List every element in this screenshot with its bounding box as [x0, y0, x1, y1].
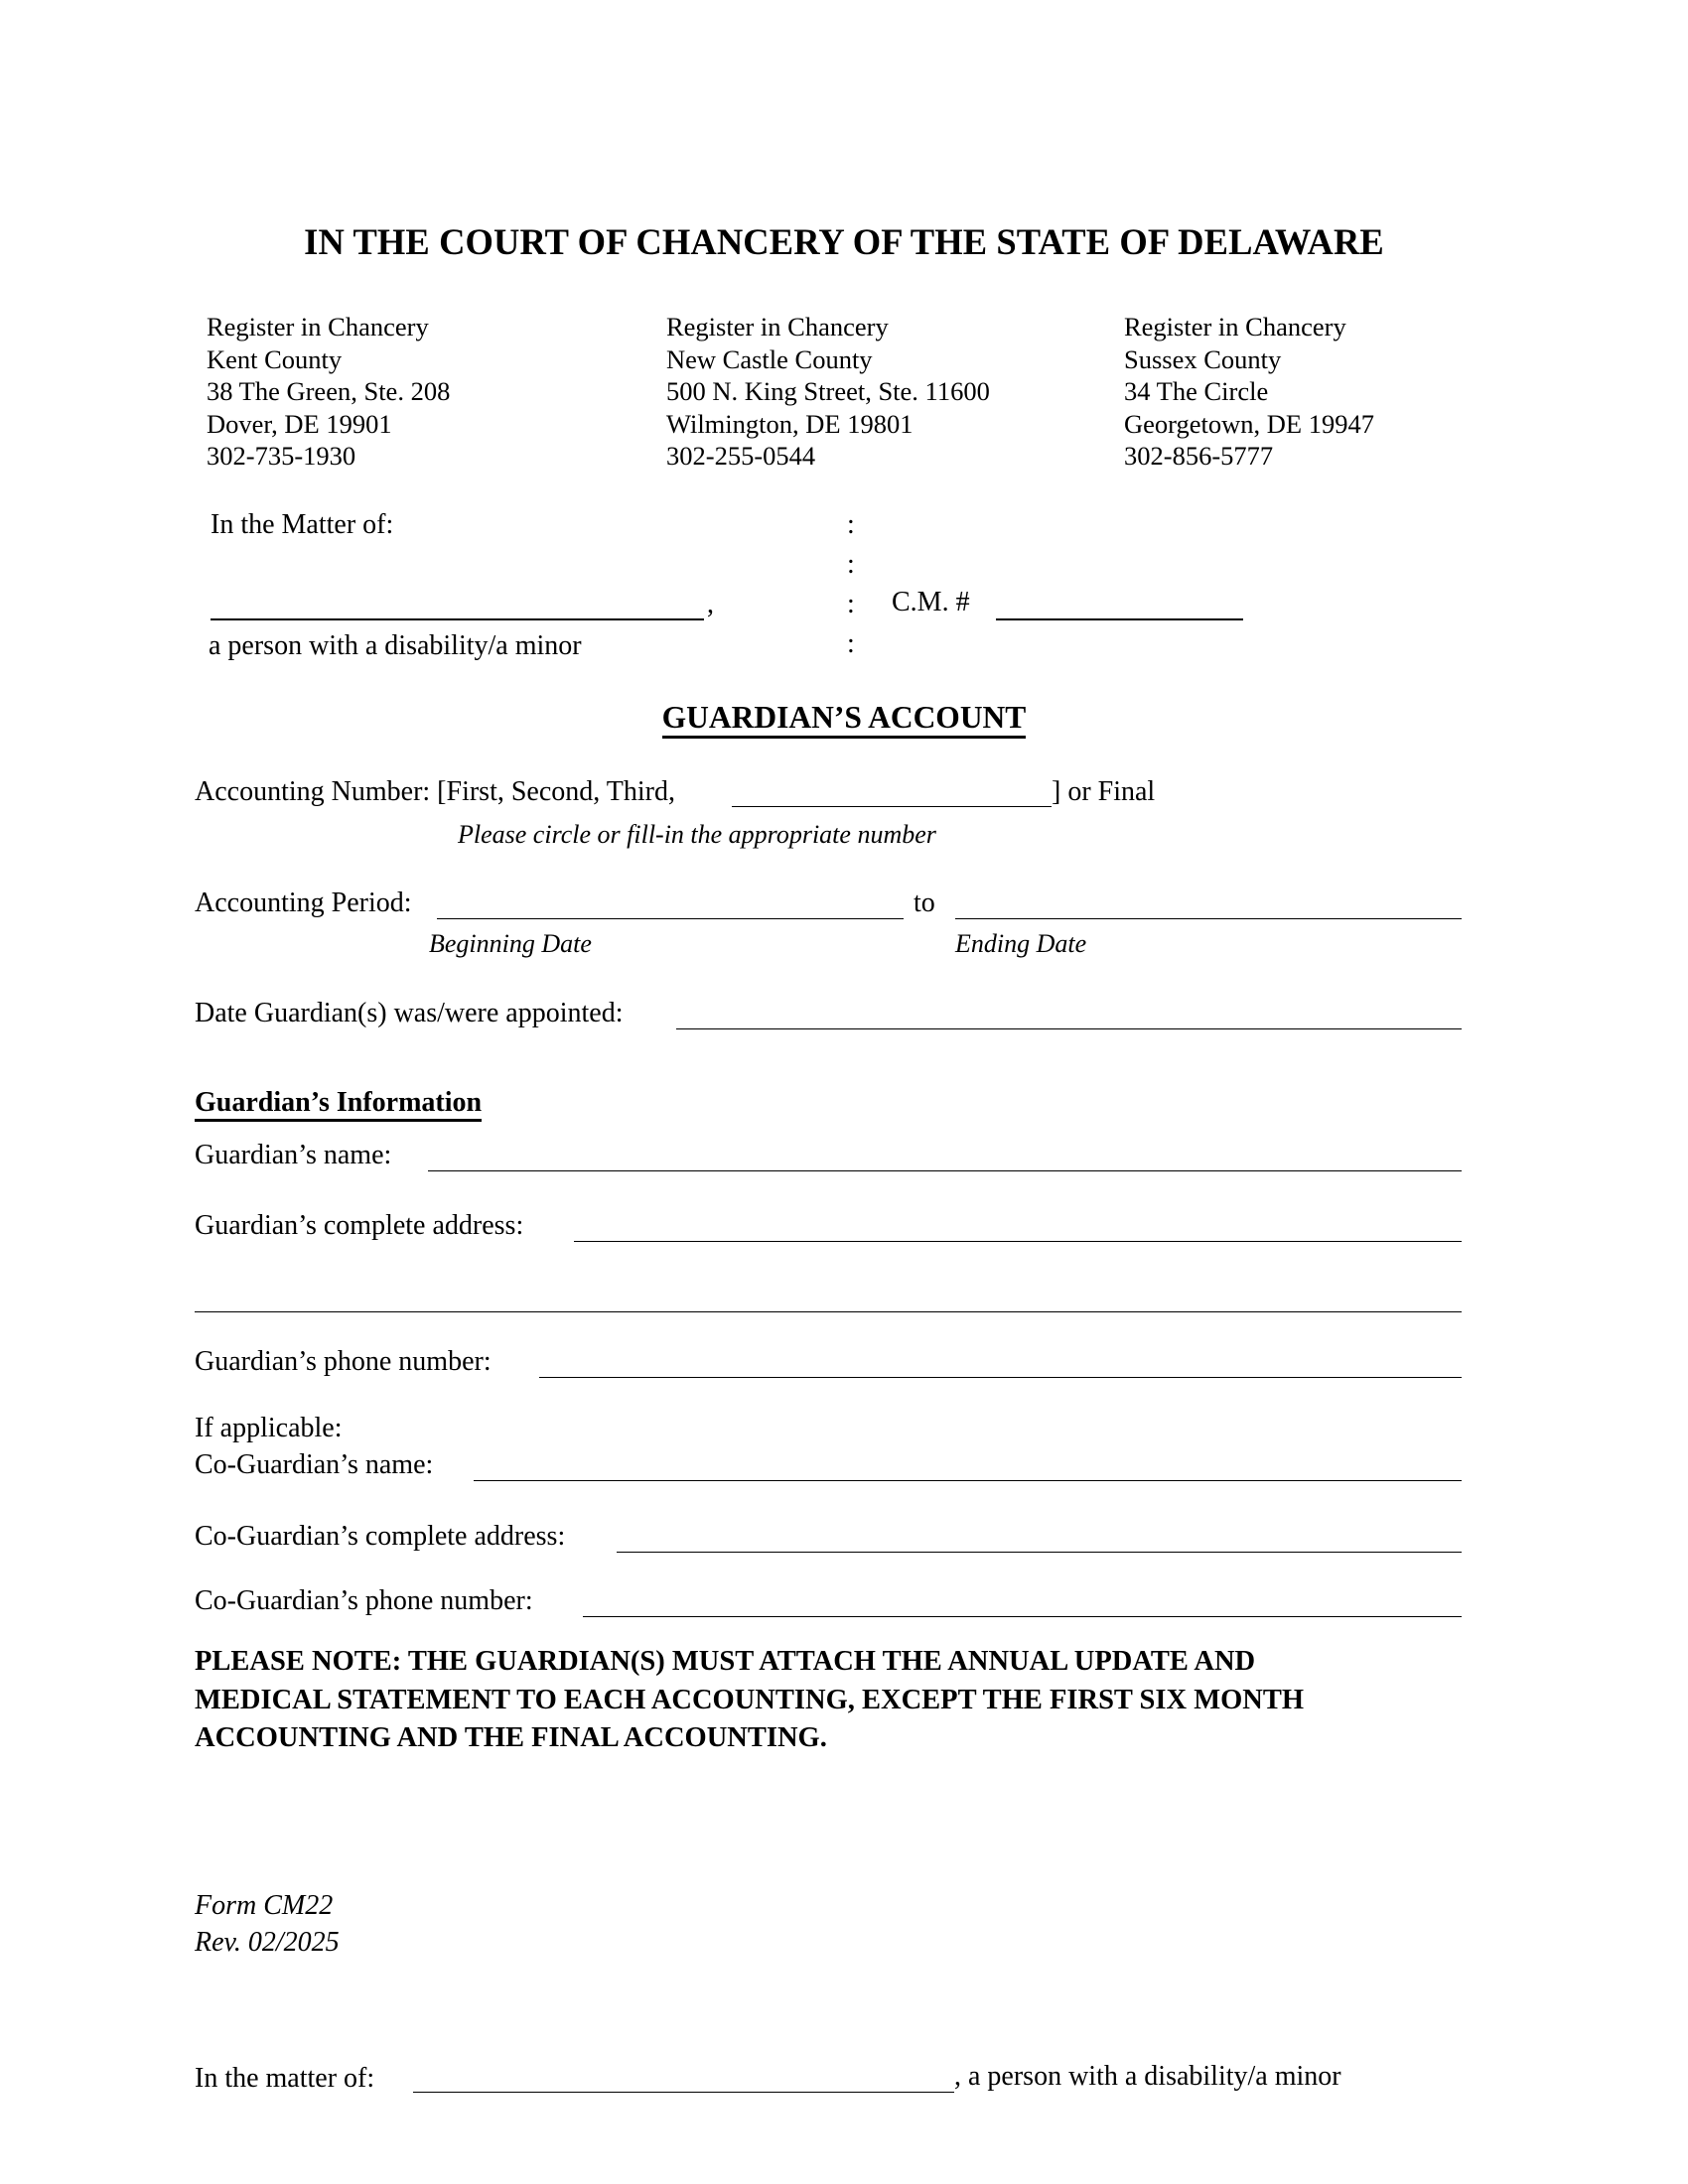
if-applicable-label: If applicable:	[195, 1413, 343, 1443]
co-guardian-phone-input[interactable]	[583, 1587, 1462, 1617]
guardian-name-rule	[428, 1170, 1462, 1171]
guardian-address-rule	[574, 1241, 1462, 1242]
accounting-number-rule	[732, 806, 1052, 807]
date-appointed-input[interactable]	[676, 1000, 1462, 1029]
bottom-matter-rule	[413, 2092, 954, 2093]
register-city-state-zip: Dover, DE 19901	[207, 408, 392, 439]
beginning-date-caption: Beginning Date	[429, 929, 592, 958]
notice-line-2: MEDICAL STATEMENT TO EACH ACCOUNTING, EXCEPT THE FIRST SIX MONTH	[195, 1684, 1305, 1715]
page-title: IN THE COURT OF CHANCERY OF THE STATE OF DELAWARE	[304, 221, 1384, 262]
register-street: 34 The Circle	[1124, 376, 1269, 406]
in-the-matter-of-label: In the Matter of:	[211, 509, 394, 540]
accounting-period-to-label: to	[914, 887, 935, 918]
co-guardian-address-label: Co-Guardian’s complete address:	[195, 1521, 566, 1552]
register-city-state-zip: Georgetown, DE 19947	[1124, 408, 1374, 439]
register-column-sussex	[1124, 311, 1374, 473]
guardian-phone-input[interactable]	[539, 1348, 1462, 1378]
register-office: Register in Chancery	[666, 312, 889, 341]
co-guardian-name-rule	[474, 1480, 1462, 1481]
co-guardian-phone-rule	[583, 1616, 1462, 1617]
bottom-matter-input[interactable]	[413, 2063, 954, 2093]
co-guardian-name-input[interactable]	[474, 1451, 1462, 1481]
date-appointed-label: Date Guardian(s) was/were appointed:	[195, 998, 624, 1028]
accounting-number-instruction: Please circle or fill-in the appropriate number	[458, 820, 936, 849]
register-county: Kent County	[207, 343, 343, 374]
caption-colon: :	[847, 628, 855, 659]
guardian-name-label: Guardian’s name:	[195, 1140, 392, 1170]
accounting-period-end-input[interactable]	[955, 889, 1462, 919]
form-revision: Rev. 02/2025	[195, 1927, 340, 1958]
register-street: 38 The Green, Ste. 208	[207, 376, 451, 406]
caption-colon: :	[847, 589, 855, 619]
register-county: Sussex County	[1124, 343, 1282, 374]
accounting-number-input[interactable]	[732, 778, 1052, 808]
accounting-period-end-rule	[955, 918, 1462, 919]
date-appointed-rule	[676, 1028, 1462, 1029]
case-caption	[0, 509, 1688, 661]
register-county: New Castle County	[666, 343, 873, 374]
register-phone: 302-255-0544	[666, 441, 816, 471]
bottom-matter-line	[195, 2063, 374, 2095]
register-office: Register in Chancery	[1124, 312, 1346, 341]
register-phone: 302-856-5777	[1124, 441, 1274, 471]
bottom-matter-suffix: , a person with a disability/a minor	[954, 2061, 1341, 2092]
caption-name-rule	[211, 618, 704, 620]
register-office: Register in Chancery	[207, 312, 429, 341]
subject-description: a person with a disability/a minor	[209, 630, 582, 661]
bottom-matter-label: In the matter of:	[195, 2063, 375, 2094]
section-heading-text: GUARDIAN’S ACCOUNT	[662, 700, 1027, 739]
form-number: Form CM22	[195, 1890, 334, 1921]
case-number-rule	[996, 618, 1243, 620]
notice-line-3: ACCOUNTING AND THE FINAL ACCOUNTING.	[195, 1722, 827, 1753]
caption-colon: :	[847, 509, 855, 540]
register-phone: 302-735-1930	[207, 441, 356, 471]
case-number-label: C.M. #	[892, 587, 970, 617]
guardian-address-rule-line2	[195, 1311, 1462, 1312]
co-guardian-phone-label: Co-Guardian’s phone number:	[195, 1585, 533, 1616]
guardian-info-heading-text: Guardian’s Information	[195, 1087, 482, 1122]
please-note-notice	[195, 1643, 1485, 1758]
co-guardian-address-rule	[617, 1552, 1462, 1553]
notice-line-1: PLEASE NOTE: THE GUARDIAN(S) MUST ATTACH THE ANNUAL UPDATE AND	[195, 1646, 1256, 1677]
caption-colon: :	[847, 549, 855, 580]
accounting-period-begin-rule	[437, 918, 904, 919]
accounting-number-label-suffix: ] or Final	[1052, 776, 1156, 807]
register-column-kent	[207, 311, 450, 473]
caption-comma: ,	[707, 589, 714, 619]
accounting-number-label: Accounting Number: [First, Second, Third,	[195, 776, 675, 807]
guardian-phone-rule	[539, 1377, 1462, 1378]
caption-name-input[interactable]	[211, 589, 704, 618]
guardian-phone-label: Guardian’s phone number:	[195, 1346, 492, 1377]
accounting-period-label: Accounting Period:	[195, 887, 412, 918]
co-guardian-address-input[interactable]	[617, 1523, 1462, 1553]
guardian-address-label: Guardian’s complete address:	[195, 1210, 524, 1241]
register-column-new-castle	[666, 311, 990, 473]
case-number-input[interactable]	[996, 589, 1243, 618]
register-street: 500 N. King Street, Ste. 11600	[666, 376, 990, 406]
guardian-info-heading	[195, 1089, 482, 1117]
guardian-address-input[interactable]	[574, 1212, 1462, 1242]
guardian-address-input-line2[interactable]	[195, 1284, 1462, 1313]
section-heading	[0, 700, 1688, 736]
register-city-state-zip: Wilmington, DE 19801	[666, 408, 914, 439]
accounting-period-begin-input[interactable]	[437, 889, 904, 919]
co-guardian-name-label: Co-Guardian’s name:	[195, 1449, 434, 1480]
form-footer	[195, 1887, 340, 1961]
ending-date-caption: Ending Date	[955, 929, 1087, 958]
guardian-name-input[interactable]	[428, 1142, 1462, 1171]
